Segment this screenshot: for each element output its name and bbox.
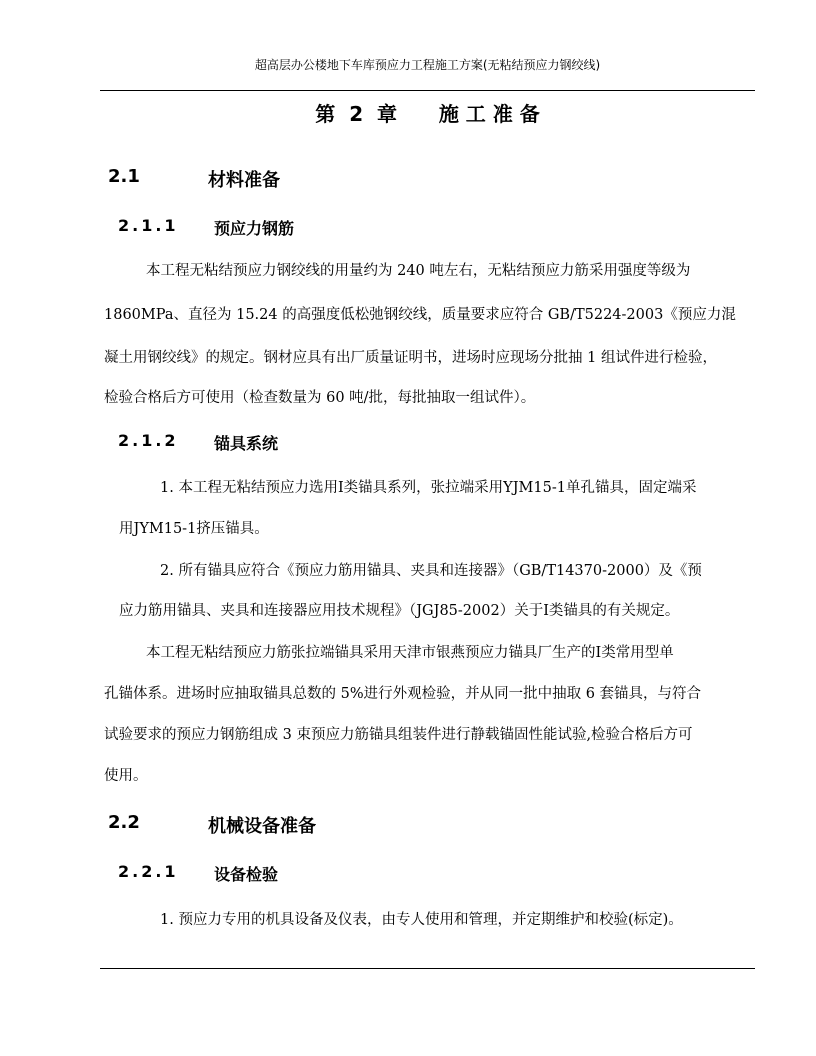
header-rule [100,90,755,91]
list-item-line: 用JYM15-1挤压锚具。 [119,521,269,537]
footer-rule [100,968,755,969]
paragraph-line: 本工程无粘结预应力筋张拉端锚具采用天津市银燕预应力锚具厂生产的Ⅰ类常用型单 [146,645,674,661]
list-item-line: 2. 所有锚具应符合《预应力筋用锚具、夹具和连接器》（GB/T14370-2000）及《预 [160,563,702,579]
section-title: 机械设备准备 [208,816,316,837]
paragraph-line: 1860MPa、直径为 15.24 的高强度低松弛钢绞线，质量要求应符合 GB/T5224-2003《预应力混 [104,307,736,323]
paragraph-line: 使用。 [104,768,148,784]
paragraph-line: 本工程无粘结预应力钢绞线的用量约为 240 吨左右，无粘结预应力筋采用强度等级为 [146,263,691,279]
section-title: 材料准备 [208,170,280,191]
running-header: 超高层办公楼地下车库预应力工程施工方案(无粘结预应力钢绞线) [254,58,601,72]
paragraph-line: 凝土用钢绞线》的规定。钢材应具有出厂质量证明书，进场时应现场分批抽 1 组试件进行检验， [104,350,717,366]
chapter-title: 第 2 章 施 工 准 备 [315,102,540,126]
section-number: 2.1 [108,166,140,187]
section-number: 2.2 [108,812,140,833]
paragraph-line: 检验合格后方可使用（检查数量为 60 吨/批，每批抽取一组试件）。 [104,390,536,406]
list-item-line: 应力筋用锚具、夹具和连接器应用技术规程》（JGJ85-2002）关于Ⅰ类锚具的有关规定。 [119,603,680,619]
section-number: 2.1.1 [118,216,179,235]
section-title: 预应力钢筋 [214,219,295,238]
list-item-line: 1. 预应力专用的机具设备及仪表，由专人使用和管理，并定期维护和校验(标定)。 [160,912,683,928]
section-number: 2.1.2 [118,431,179,450]
list-item-line: 1. 本工程无粘结预应力选用Ⅰ类锚具系列，张拉端采用YJM15-1单孔锚具，固定端采 [160,480,697,496]
section-number: 2.2.1 [118,862,179,881]
paragraph-line: 孔锚体系。进场时应抽取锚具总数的 5%进行外观检验，并从同一批中抽取 6 套锚具，与符合 [104,686,702,702]
paragraph-line: 试验要求的预应力钢筋组成 3 束预应力筋锚具组装件进行静载锚固性能试验,检验合格后方可 [104,727,693,743]
section-title: 设备检验 [214,865,279,884]
section-title: 锚具系统 [214,434,279,453]
